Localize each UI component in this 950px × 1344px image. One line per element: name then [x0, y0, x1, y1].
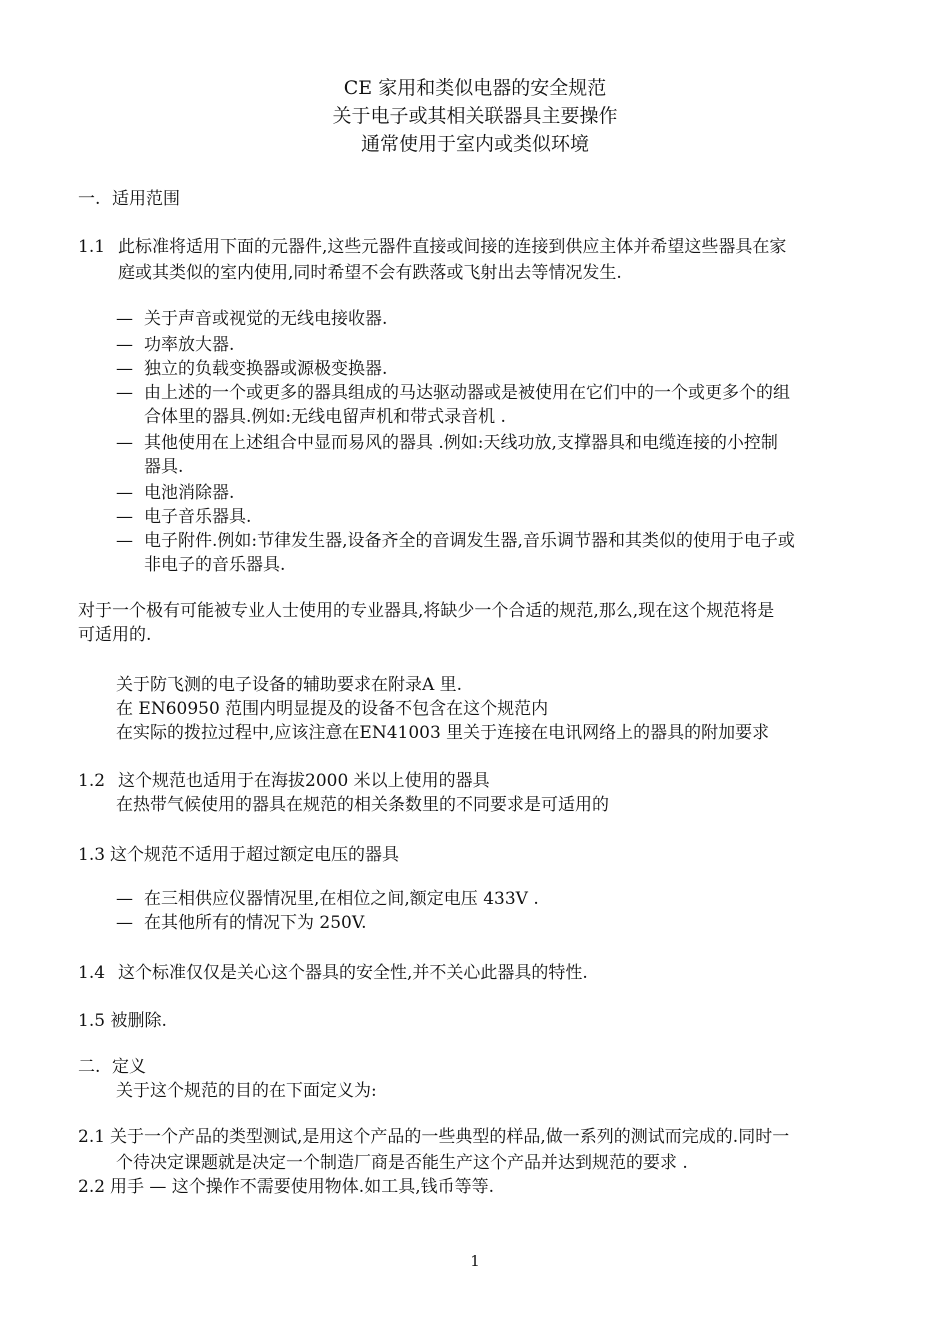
clause-1-1-line-1: 此标准将适用下面的元器件,这些元器件直接或间接的连接到供应主体并希望这些器具在家 [118, 237, 787, 257]
dash-mark: — [116, 483, 133, 503]
dash-mark: — [116, 383, 133, 403]
dash-mark: — [116, 335, 133, 355]
professional-use-paragraph-line-2: 可适用的. [78, 625, 152, 645]
scope-item-text: 由上述的一个或更多的器具组成的马达驱动器或是被使用在它们中的一个或更多个的组 [144, 383, 790, 403]
clause-2-2 [78, 1174, 878, 1200]
dash-mark: — [116, 309, 133, 329]
dash-mark: — [116, 433, 133, 453]
note-en60950: 在 EN60950 范围内明显提及的设备不包含在这个规范内 [116, 699, 549, 719]
dash-mark: — [116, 359, 133, 379]
clause-1-1-line-2: 庭或其类似的室内使用,同时希望不会有跌落或飞射出去等情况发生. [118, 263, 622, 283]
clause-1-2-number: 1.2 [78, 771, 106, 791]
note-appendix-a: 关于防飞测的电子设备的辅助要求在附录A 里. [116, 675, 463, 695]
scope-item-text: 独立的负载变换器或源极变换器. [144, 359, 388, 379]
section-2-title: 定义 [112, 1057, 146, 1077]
clause-1-4 [78, 960, 878, 986]
voltage-item-text: 在三相供应仪器情况里,在相位之间,额定电压 433V . [144, 889, 539, 909]
clause-2-1-number: 2.1 [78, 1127, 106, 1147]
dash-mark: — [116, 889, 133, 909]
clause-2-1-line-1: 关于一个产品的类型测试,是用这个产品的一些典型的样品,做一系列的测试而完成的.同时一 [110, 1127, 790, 1147]
section-2-heading [78, 1054, 878, 1080]
clause-1-3 [78, 842, 878, 868]
clause-2-1 [78, 1124, 878, 1150]
title-line-2: 关于电子或其相关联器具主要操作 [332, 105, 618, 127]
section-2-intro: 关于这个规范的目的在下面定义为: [116, 1081, 377, 1101]
dash-mark: — [116, 913, 133, 933]
scope-item-text: 功率放大器. [144, 335, 235, 355]
professional-use-paragraph-line-1: 对于一个极有可能被专业人士使用的专业器具,将缺少一个合适的规范,那么,现在这个规范将是 [78, 601, 775, 621]
scope-item-continuation: 非电子的音乐器具. [144, 555, 286, 575]
page-number: 1 [470, 1252, 480, 1270]
section-1-number: 一. [78, 189, 101, 209]
clause-1-3-number: 1.3 [78, 845, 106, 865]
title-line-3: 通常使用于室内或类似环境 [360, 133, 589, 155]
document-title [0, 74, 950, 158]
voltage-item-text: 在其他所有的情况下为 250V. [144, 913, 367, 933]
scope-item-continuation: 合体里的器具.例如:无线电留声机和带式录音机 . [144, 407, 506, 427]
dash-mark: — [116, 507, 133, 527]
clause-1-2-line-2: 在热带气候使用的器具在规范的相关条数里的不同要求是可适用的 [116, 795, 609, 815]
scope-item-text: 电池消除器. [144, 483, 235, 503]
clause-1-2 [78, 768, 878, 794]
title-line-1: CE 家用和类似电器的安全规范 [343, 77, 607, 99]
scope-item-text: 其他使用在上述组合中显而易风的器具 .例如:天线功放,支撑器具和电缆连接的小控制 [144, 433, 778, 453]
clause-2-2-number: 2.2 [78, 1177, 106, 1197]
section-2-number: 二. [78, 1057, 101, 1077]
scope-item-continuation: 器具. [144, 457, 184, 477]
clause-2-2-text: 用手 — 这个操作不需要使用物体.如工具,钱币等等. [110, 1177, 495, 1197]
clause-1-1-number: 1.1 [78, 237, 106, 257]
clause-1-4-text: 这个标准仅仅是关心这个器具的安全性,并不关心此器具的特性. [118, 963, 588, 983]
section-1-title: 适用范围 [112, 189, 180, 209]
clause-1-4-number: 1.4 [78, 963, 106, 983]
clause-1-1 [78, 234, 878, 260]
clause-1-3-text: 这个规范不适用于超过额定电压的器具 [110, 845, 399, 865]
section-1-heading [78, 186, 878, 212]
scope-item-text: 电子音乐器具. [144, 507, 252, 527]
clause-2-1-line-2: 个待决定课题就是决定一个制造厂商是否能生产这个产品并达到规范的要求 . [116, 1153, 688, 1173]
scope-item-text: 电子附件.例如:节律发生器,设备齐全的音调发生器,音乐调节器和其类似的使用于电子或 [144, 531, 795, 551]
clause-1-5: 1.5 被删除. [78, 1011, 167, 1031]
clause-1-2-line-1: 这个规范也适用于在海拔2000 米以上使用的器具 [118, 771, 490, 791]
dash-mark: — [116, 531, 133, 551]
scope-item-text: 关于声音或视觉的无线电接收器. [144, 309, 388, 329]
note-en41003: 在实际的拨拉过程中,应该注意在EN41003 里关于连接在电讯网络上的器具的附加要求 [116, 723, 770, 743]
